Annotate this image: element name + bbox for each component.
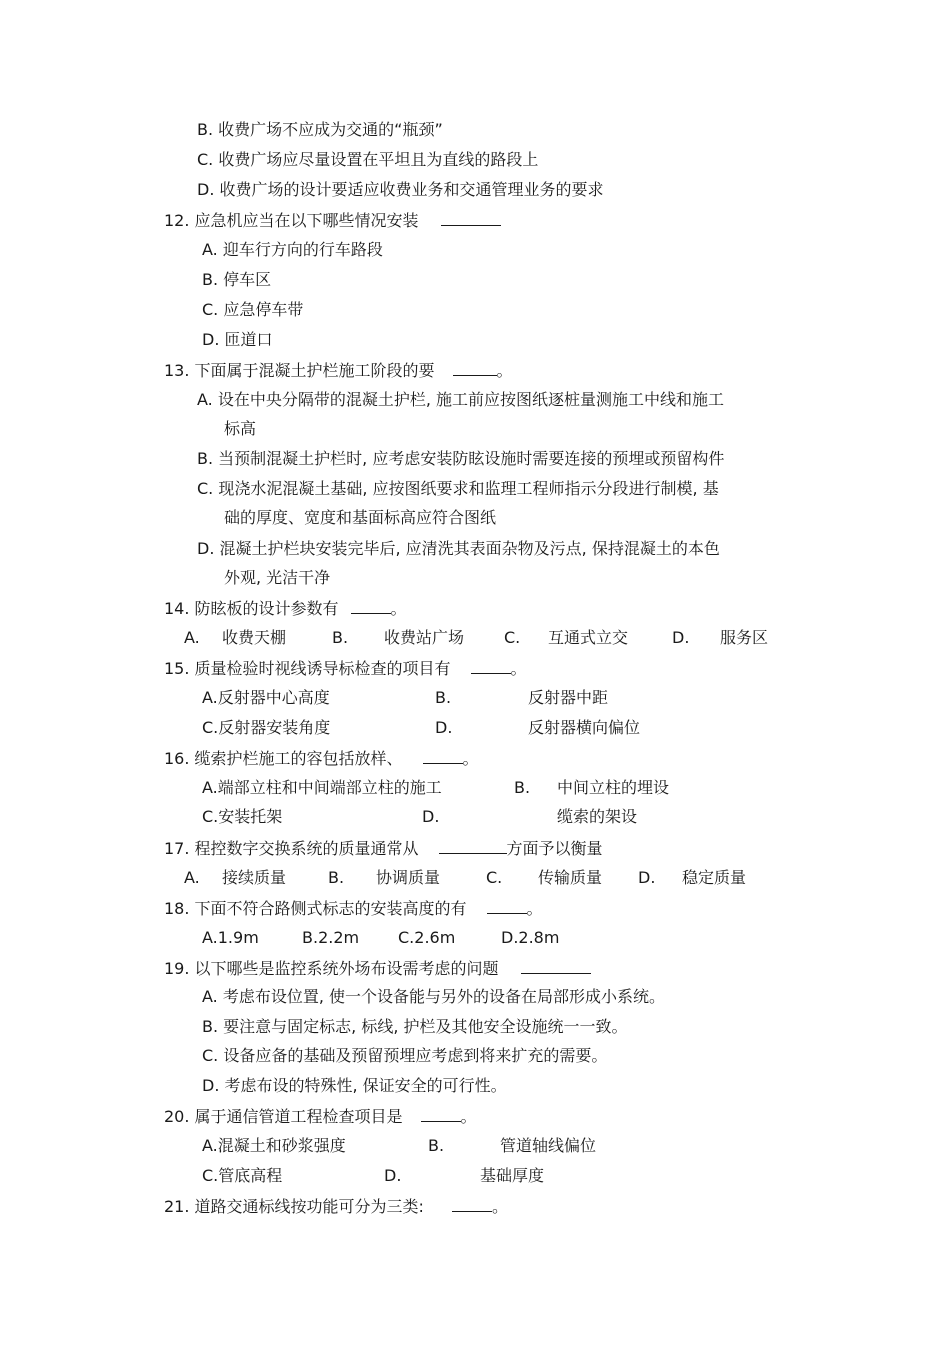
q17-option-a-letter: A. <box>184 868 200 887</box>
q11-option-c: C. 收费广场应尽量设置在平坦且为直线的路段上 <box>197 150 539 169</box>
q13-option-d-cont: 外观, 光洁干净 <box>224 568 331 587</box>
q13-option-a-cont: 标高 <box>224 419 257 438</box>
q12-option-b: B. 停车区 <box>202 270 272 289</box>
q13-blank <box>453 360 497 376</box>
q14-option-a: 收费天棚 <box>222 628 287 647</box>
q14-option-d: 服务区 <box>720 628 769 647</box>
q14-option-c-letter: C. <box>504 628 521 647</box>
q16-text: 16. 缆索护栏施工的容包括放样、 。 <box>164 749 479 768</box>
q14-option-a-letter: A. <box>184 628 200 647</box>
q15-option-c: C.反射器安装角度 <box>202 718 331 737</box>
q13-option-c-cont: 础的厚度、宽度和基面标高应符合图纸 <box>224 508 497 527</box>
q20-blank <box>421 1106 461 1122</box>
q17-option-b: 协调质量 <box>376 868 441 887</box>
q19-blank <box>521 958 591 974</box>
q20-option-b-letter: B. <box>428 1136 445 1155</box>
q17-option-d-letter: D. <box>638 868 656 887</box>
q19-text: 19. 以下哪些是监控系统外场布设需考虑的问题 <box>164 958 591 979</box>
q20-option-d-letter: D. <box>384 1166 402 1185</box>
q14-option-d-letter: D. <box>672 628 690 647</box>
q17-blank <box>439 838 507 854</box>
q17-option-c: 传输质量 <box>538 868 603 887</box>
q20-text: 20. 属于通信管道工程检查项目是 。 <box>164 1107 477 1126</box>
q15-option-b: 反射器中距 <box>528 688 609 707</box>
q14-text: 14. 防眩板的设计参数有 。 <box>164 599 407 618</box>
q12-option-a: A. 迎车行方向的行车路段 <box>202 240 383 259</box>
q19-option-b: B. 要注意与固定标志, 标线, 护栏及其他安全设施统一一致。 <box>202 1017 628 1036</box>
q14-blank <box>351 598 391 614</box>
q16-option-d-letter: D. <box>422 807 440 826</box>
q15-option-b-letter: B. <box>435 688 452 707</box>
q16-option-c: C.安装托架 <box>202 807 283 826</box>
q11-option-d: D. 收费广场的设计要适应收费业务和交通管理业务的要求 <box>197 180 604 199</box>
q17-option-c-letter: C. <box>486 868 503 887</box>
q20-option-a: A.混凝土和砂浆强度 <box>202 1136 346 1155</box>
q19-option-d: D. 考虑布设的特殊性, 保证安全的可行性。 <box>202 1076 507 1095</box>
q18-option-a: A.1.9m <box>202 928 259 947</box>
q17-text: 17. 程控数字交换系统的质量通常从 方面予以衡量 <box>164 839 603 858</box>
q14-option-c: 互通式立交 <box>548 628 629 647</box>
q18-option-c: C.2.6m <box>398 928 456 947</box>
q14-option-b: 收费站广场 <box>384 628 465 647</box>
q18-blank <box>487 898 527 914</box>
q16-option-b: 中间立柱的埋设 <box>557 778 670 797</box>
q12-text: 12. 应急机应当在以下哪些情况安装 <box>164 210 501 231</box>
q16-option-d: 缆索的架设 <box>557 807 638 826</box>
q12-option-d: D. 匝道口 <box>202 330 273 349</box>
q15-blank <box>471 658 511 674</box>
q17-option-b-letter: B. <box>328 868 345 887</box>
q16-option-b-letter: B. <box>514 778 531 797</box>
q13-option-c: C. 现浇水泥混凝土基础, 应按图纸要求和监理工程师指示分段进行制模, 基 <box>197 479 719 498</box>
q16-option-a: A.端部立柱和中间端部立柱的施工 <box>202 778 442 797</box>
q13-option-a: A. 设在中央分隔带的混凝土护栏, 施工前应按图纸逐桩量测施工中线和施工 <box>197 390 725 409</box>
q20-option-d: 基础厚度 <box>480 1166 545 1185</box>
q11-option-b: B. 收费广场不应成为交通的“瓶颈” <box>197 120 443 139</box>
q15-option-d: 反射器横向偏位 <box>528 718 641 737</box>
q17-option-a: 接续质量 <box>222 868 287 887</box>
q12-option-c: C. 应急停车带 <box>202 300 304 319</box>
q19-option-a: A. 考虑布设位置, 使一个设备能与另外的设备在局部形成小系统。 <box>202 987 666 1006</box>
q19-option-c: C. 设备应备的基础及预留预埋应考虑到将来扩充的需要。 <box>202 1046 608 1065</box>
q12-blank <box>441 210 501 226</box>
q13-text: 13. 下面属于混凝土护栏施工阶段的要 。 <box>164 361 513 380</box>
q21-blank <box>452 1196 492 1212</box>
q15-option-a: A.反射器中心高度 <box>202 688 330 707</box>
q18-option-d: D.2.8m <box>501 928 560 947</box>
q13-option-d: D. 混凝土护栏块安装完毕后, 应清洗其表面杂物及污点, 保持混凝土的本色 <box>197 539 720 558</box>
q15-text: 15. 质量检验时视线诱导标检查的项目有 。 <box>164 659 527 678</box>
q16-blank <box>423 748 463 764</box>
q17-option-d: 稳定质量 <box>682 868 747 887</box>
q18-option-b: B.2.2m <box>302 928 360 947</box>
q18-text: 18. 下面不符合路侧式标志的安装高度的有 。 <box>164 899 543 918</box>
q14-option-b-letter: B. <box>332 628 349 647</box>
q15-option-d-letter: D. <box>435 718 453 737</box>
q13-option-b: B. 当预制混凝土护栏时, 应考虑安装防眩设施时需要连接的预埋或预留构件 <box>197 449 725 468</box>
q20-option-b: 管道轴线偏位 <box>500 1136 597 1155</box>
q20-option-c: C.管底高程 <box>202 1166 283 1185</box>
q21-text: 21. 道路交通标线按功能可分为三类: 。 <box>164 1197 508 1216</box>
